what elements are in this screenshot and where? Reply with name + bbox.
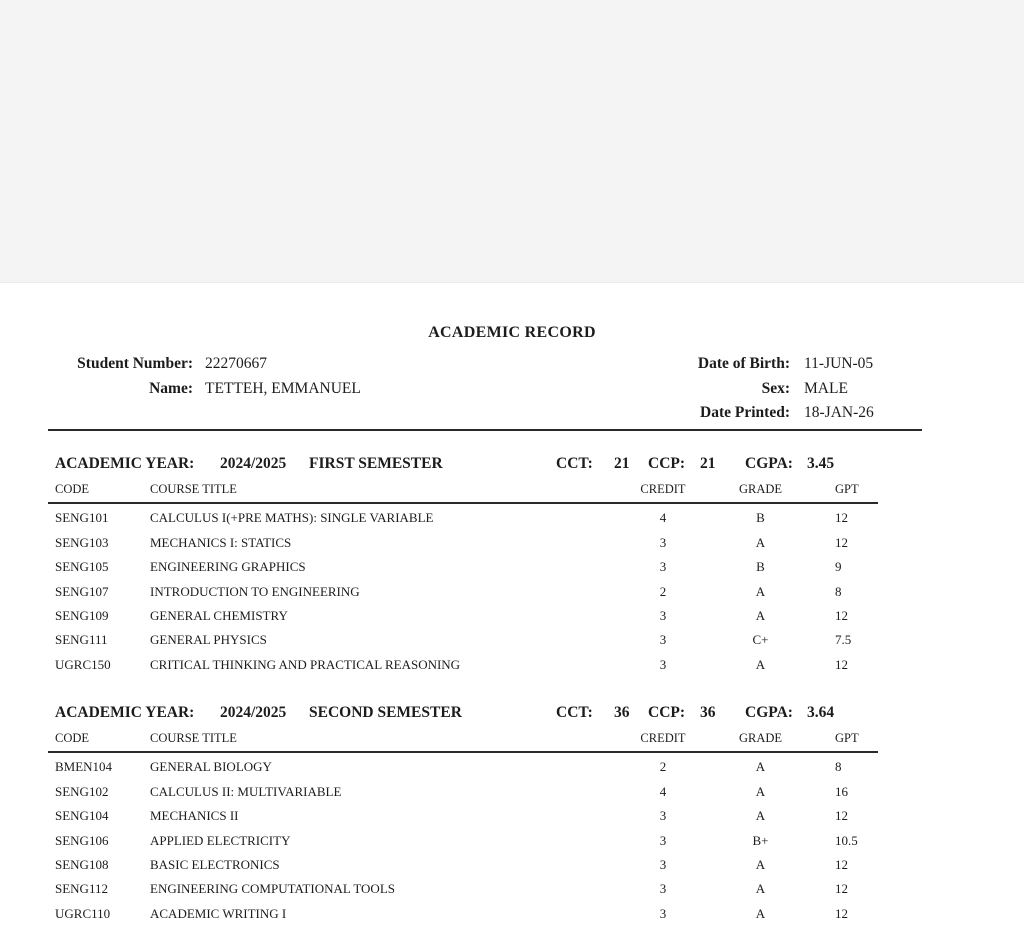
course-title: BASIC ELECTRONICS [150,857,280,873]
course-title: ENGINEERING GRAPHICS [150,559,306,575]
academic-year-label: ACADEMIC YEAR: [55,455,195,472]
course-code: BMEN104 [55,759,113,775]
course-row [48,530,878,554]
course-title: GENERAL CHEMISTRY [150,607,288,623]
course-gpt: 12 [835,881,848,897]
course-grade: A [755,783,766,799]
academic-year-label: ACADEMIC YEAR: [55,704,195,722]
cct-label: CCT: [556,704,593,722]
course-grade: A [755,857,766,873]
course-code: SENG103 [55,534,109,550]
code-column-header: CODE [55,481,90,496]
course-title: CRITICAL THINKING AND PRACTICAL REASONING [150,656,461,672]
course-row [48,555,878,579]
course-grade: A [755,607,766,623]
course-credit: 2 [659,583,667,599]
course-row [48,755,878,779]
ccp-label: CCP: [648,455,686,472]
top-background [0,0,1024,283]
course-gpt: 12 [835,510,848,526]
cct-value: 21 [614,455,630,472]
course-grade: A [755,881,766,897]
cct-label: CCT: [556,455,593,472]
course-credit: 3 [659,808,667,824]
code-column-header: CODE [55,730,90,745]
date-printed-label: Date Printed: [700,404,790,421]
course-title: ENGINEERING COMPUTATIONAL TOOLS [150,881,395,897]
date-of-birth-row [640,352,874,377]
date-of-birth-label: Date of Birth: [697,355,790,372]
course-gpt: 12 [835,534,848,550]
grade-column-header: GRADE [738,730,783,745]
course-gpt: 8 [835,583,842,599]
course-code: SENG107 [55,583,109,599]
title-column-header: COURSE TITLE [150,730,237,745]
course-code: SENG109 [55,607,109,623]
date-of-birth-value: 11-JUN-05 [804,355,874,372]
sex-value: MALE [804,379,848,397]
student-info-section [0,352,1024,426]
course-title: INTRODUCTION TO ENGINEERING [150,583,360,599]
semesters-container [0,454,1024,926]
student-name-label: Name: [149,379,193,397]
course-title: MECHANICS II [150,808,239,824]
course-gpt: 16 [835,783,848,799]
course-gpt: 12 [835,857,848,873]
grade-column-header: GRADE [738,481,783,496]
course-title: MECHANICS I: STATICS [150,534,292,550]
course-gpt: 7.5 [835,632,852,648]
course-code: SENG111 [55,632,108,648]
course-row [48,902,878,926]
student-name-row [48,377,361,402]
course-title: CALCULUS II: MULTIVARIABLE [150,783,342,799]
student-number-value: 22270667 [205,355,267,372]
course-gpt: 12 [835,607,848,623]
ccp-label: CCP: [648,704,686,722]
course-credit: 3 [659,656,667,672]
course-credit: 3 [659,632,667,648]
course-gpt: 10.5 [835,832,858,848]
student-number-row [48,352,361,377]
course-row [48,653,878,677]
sex-label: Sex: [761,379,790,397]
course-gpt: 8 [835,759,842,775]
title-column-header: COURSE TITLE [150,481,237,496]
student-info-left [48,352,361,401]
course-rows [48,753,878,926]
sex-row [640,377,874,402]
course-gpt: 9 [835,559,842,575]
course-code: UGRC110 [55,905,111,921]
course-table [48,478,878,677]
date-printed-row [640,401,874,426]
course-rows [48,504,878,677]
course-row [48,628,878,652]
course-row [48,506,878,530]
cgpa-value: 3.45 [807,455,835,472]
course-code: SENG104 [55,808,109,824]
gpt-column-header: GPT [835,730,859,745]
course-title: GENERAL BIOLOGY [150,759,272,775]
course-grade: B [756,510,765,526]
semester-header [48,703,922,723]
course-code: SENG108 [55,857,109,873]
header-divider [48,429,922,431]
course-credit: 4 [659,783,667,799]
course-row [48,804,878,828]
course-title: ACADEMIC WRITING I [150,905,287,921]
course-title: CALCULUS I(+PRE MATHS): SINGLE VARIABLE [150,510,434,526]
course-credit: 3 [659,534,667,550]
course-code: SENG106 [55,832,109,848]
course-grade: A [755,905,766,921]
semester-section [0,454,1024,677]
course-grade: A [755,759,766,775]
course-code: SENG112 [55,881,108,897]
course-row [48,579,878,603]
course-row [48,604,878,628]
document-title: ACADEMIC RECORD [428,324,596,341]
course-credit: 2 [659,759,667,775]
course-row [48,877,878,901]
academic-year-value: 2024/2025 [220,455,287,472]
date-printed-value: 18-JAN-26 [804,404,874,421]
course-grade: B [756,559,765,575]
student-number-label: Student Number: [77,355,193,372]
course-credit: 3 [659,832,667,848]
credit-column-header: CREDIT [640,481,686,496]
cct-value: 36 [614,704,630,722]
course-grade: C+ [752,632,769,648]
academic-year-value: 2024/2025 [220,704,287,722]
course-credit: 3 [659,857,667,873]
semester-header [48,454,922,474]
course-code: SENG105 [55,559,109,575]
gpt-column-header: GPT [835,481,859,496]
course-table-header [48,727,878,749]
course-gpt: 12 [835,905,848,921]
course-grade: A [755,583,766,599]
course-gpt: 12 [835,656,848,672]
course-title: GENERAL PHYSICS [150,632,267,648]
course-row [48,853,878,877]
ccp-value: 21 [700,455,716,472]
course-credit: 4 [659,510,667,526]
course-title: APPLIED ELECTRICITY [150,832,291,848]
student-info-right [640,352,874,426]
course-grade: A [755,534,766,550]
document-page [0,283,1024,926]
course-grade: B+ [752,832,769,848]
cgpa-value: 3.64 [807,704,835,722]
course-credit: 3 [659,881,667,897]
course-credit: 3 [659,559,667,575]
course-gpt: 12 [835,808,848,824]
course-table-header [48,478,878,500]
course-grade: A [755,656,766,672]
course-grade: A [755,808,766,824]
course-table [48,727,878,926]
student-name-value: TETTEH, EMMANUEL [205,379,361,397]
course-code: SENG101 [55,510,109,526]
cgpa-label: CGPA: [745,455,793,472]
course-row [48,780,878,804]
semester-name: SECOND SEMESTER [309,704,462,722]
course-credit: 3 [659,607,667,623]
ccp-value: 36 [700,704,716,722]
cgpa-label: CGPA: [745,704,793,722]
credit-column-header: CREDIT [640,730,686,745]
course-code: SENG102 [55,783,109,799]
course-row [48,828,878,852]
semester-name: FIRST SEMESTER [309,455,443,472]
semester-section [0,703,1024,926]
course-credit: 3 [659,905,667,921]
course-code: UGRC150 [55,656,111,672]
